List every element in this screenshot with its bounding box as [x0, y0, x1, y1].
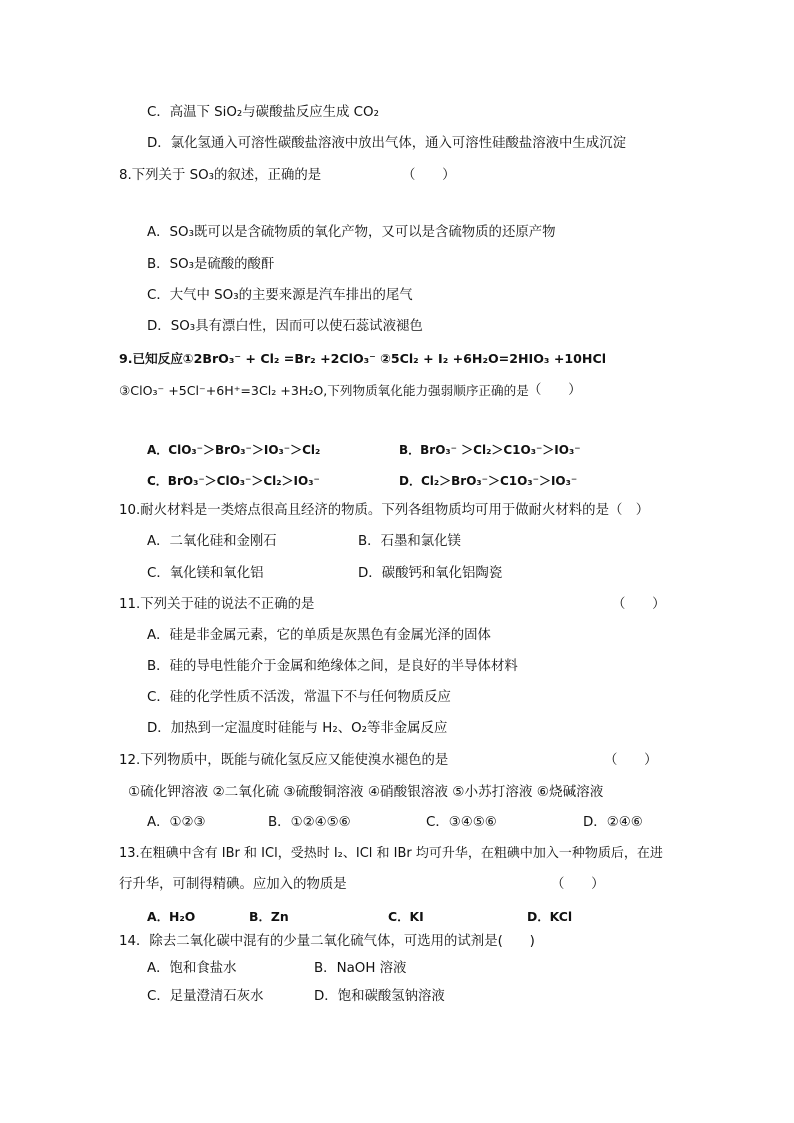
q10-option-a: A．二氧化硅和金刚石 [147, 534, 277, 549]
q10-stem: 10.耐火材料是一类熔点很高且经济的物质。下列各组物质均可用于做耐火材料的是（ ） [119, 503, 650, 518]
q13-stem-line1: 13.在粗碘中含有 IBr 和 ICl，受热时 I₂、ICl 和 IBr 均可升华，在粗碘中加入一种物质后，在进 [119, 846, 663, 861]
q13-stem-line2: 行升华，可制得精碘。应加入的物质是 [119, 877, 347, 892]
q11-option-a: A．硅是非金属元素，它的单质是灰黑色有金属光泽的固体 [147, 628, 491, 643]
q14-option-a: A．饱和食盐水 [147, 961, 237, 976]
q8-answer-paren: （ ） [402, 168, 456, 183]
q10-option-c: C．氧化镁和氧化铝 [147, 566, 264, 581]
q12-option-a: A．①②③ [147, 815, 206, 830]
q8-option-a: A．SO₃既可以是含硫物质的氧化产物，又可以是含硫物质的还原产物 [147, 225, 556, 240]
q7-option-c: C．高温下 SiO₂与碳酸盐反应生成 CO₂ [147, 105, 379, 120]
q13-option-a: A．H₂O [147, 909, 196, 924]
q11-answer-paren: （ ） [612, 597, 666, 612]
q12-items: ①硫化钾溶液 ②二氧化硫 ③硫酸铜溶液 ④硝酸银溶液 ⑤小苏打溶液 ⑥烧碱溶液 [128, 784, 604, 800]
q8-option-b: B．SO₃是硫酸的酸酐 [147, 257, 275, 272]
q9-answer-paren: （ ） [528, 383, 582, 398]
q10-option-b: B．石墨和氯化镁 [358, 534, 461, 549]
q13-option-d: D．KCl [527, 909, 573, 924]
q11-option-b: B．硅的导电性能介于金属和绝缘体之间，是良好的半导体材料 [147, 659, 518, 674]
q10-option-d: D．碳酸钙和氧化铝陶瓷 [358, 566, 503, 581]
q11-stem: 11.下列关于硅的说法不正确的是 [119, 597, 315, 612]
q13-option-b: B．Zn [249, 909, 289, 924]
q11-option-c: C．硅的化学性质不活泼，常温下不与任何物质反应 [147, 690, 451, 705]
q12-option-d: D．②④⑥ [583, 815, 643, 830]
q8-stem: 8.下列关于 SO₃的叙述，正确的是 [119, 168, 322, 183]
q13-option-c: C．KI [388, 909, 424, 924]
q7-option-d: D．氯化氢通入可溶性碳酸盐溶液中放出气体，通入可溶性硅酸盐溶液中生成沉淀 [147, 136, 626, 151]
q9-option-b: B．BrO₃⁻ ＞Cl₂＞C1O₃⁻＞IO₃⁻ [399, 443, 581, 457]
q14-stem: 14．除去二氧化碳中混有的少量二氧化硫气体，可选用的试剂是( ) [119, 934, 535, 949]
q11-option-d: D．加热到一定温度时硅能与 H₂、O₂等非金属反应 [147, 721, 448, 736]
q9-option-d: D．Cl₂＞BrO₃⁻＞C1O₃⁻＞IO₃⁻ [399, 474, 578, 488]
q14-option-d: D．饱和碳酸氢钠溶液 [314, 989, 445, 1004]
q9-stem-line2: ③ClO₃⁻ +5Cl⁻+6H⁺=3Cl₂ +3H₂O,下列物质氧化能力强弱顺序正确的是 [119, 383, 529, 398]
q13-answer-paren: （ ） [551, 877, 605, 892]
q8-option-d: D．SO₃具有漂白性，因而可以使石蕊试液褪色 [147, 319, 423, 334]
q12-option-c: C．③④⑤⑥ [426, 815, 497, 830]
q8-option-c: C．大气中 SO₃的主要来源是汽车排出的尾气 [147, 288, 413, 303]
q14-option-b: B．NaOH 溶液 [314, 961, 407, 976]
q12-stem: 12.下列物质中，既能与硫化氢反应又能使溴水褪色的是 [119, 753, 449, 768]
q12-answer-paren: （ ） [604, 753, 658, 768]
q12-option-b: B．①②④⑤⑥ [268, 815, 351, 830]
q9-stem-line1: 9.已知反应①2BrO₃⁻ + Cl₂ =Br₂ +2ClO₃⁻ ②5Cl₂ + I₂ +6H₂O=2HIO₃ +10HCl [119, 351, 607, 366]
q14-option-c: C．足量澄清石灰水 [147, 989, 264, 1004]
q9-option-a: A．ClO₃⁻＞BrO₃⁻＞IO₃⁻＞Cl₂ [147, 443, 321, 457]
q9-option-c: C．BrO₃⁻＞ClO₃⁻＞Cl₂＞IO₃⁻ [147, 474, 320, 488]
